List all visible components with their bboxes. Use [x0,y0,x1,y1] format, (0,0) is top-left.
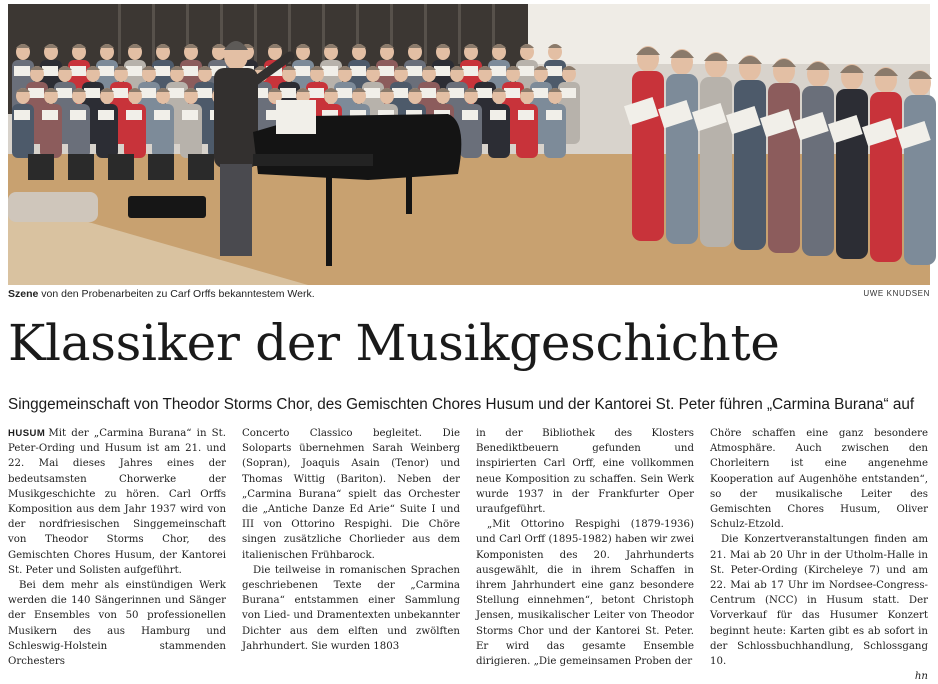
chair [148,154,174,180]
caption-text: von den Probenarbeiten zu Carf Orffs bekanntestem Werk. [38,288,315,300]
article-column-2 [242,426,460,662]
wall-panel [458,4,461,64]
singer-score [546,110,562,120]
singer-score [490,66,506,76]
singer-score [308,88,324,98]
singer-body [700,77,732,247]
singer-score [420,88,436,98]
singer-score [98,66,114,76]
paragraph-text: Mit der „Carmina Burana“ in St. Peter-Ording und Husum ist am 21. und 22. Mai dieses Jahres eines der bedeutsamsten Chorwerke der Musikgeschichte zu hören. Carl Orffs Komposition aus dem Jahr 1937 wird von der nordfriesischen Singgemeinschaft von Theodor Storms Chor, des Gemischten Chores Husum, der Kantorei St. Peter und Solisten aufgeführt. [8,428,226,576]
article-body [8,426,930,683]
paragraph: „Mit Ottorino Respighi (1879-1936) und Carl Orff (1895-1982) haben wir zwei Komponisten des 20. Jahrhunderts ausgewählt, die in ihrem Schaffen in ihrem Jahrhundert eine ganz besondere Stellung einnehmen“, betont Christoph Jensen, musikalischer Leiter von Theodor Storms Chor und der Kantorei St. Peter. Er wird das gesamte Ensemble dirigieren. „Die gemeinsamen Proben der [476,519,694,668]
singer-body [870,92,902,262]
singer-score [56,88,72,98]
paragraph: in der Bibliothek des Klosters Benediktbeuern gefunden und inspirierten Carl Orff, eine vollkommen neue Komposition zu schaffen. Sein Werk wurde 1937 in der Frankfurter Oper uraufgeführt. [476,428,694,516]
dateline: HUSUM [8,428,46,439]
piano-music-stand [276,100,316,134]
singer-score [28,88,44,98]
paragraph [8,426,226,578]
piano-leg [406,174,412,214]
singer-score [350,66,366,76]
singer-body [904,95,936,265]
singer-score [14,110,30,120]
singer-score [140,88,156,98]
chair [188,154,214,180]
singer-score [462,110,478,120]
singer-score [560,88,576,98]
article-column-3 [476,426,694,668]
singer-score [448,88,464,98]
singer-score [434,66,450,76]
author-initials: hn [914,671,928,683]
rehearsal-photo-illustration [8,4,930,285]
singer-score [476,88,492,98]
folded-cloth [8,192,98,222]
singer-score [182,66,198,76]
singer-score [378,66,394,76]
singer-score [336,88,352,98]
wall-panel [118,4,121,64]
paragraph: Die teilweise in romanischen Sprachen geschriebenen Texte der „Carmina Burana“ entstammen einer Sammlung von Lied- und Dramentexten unbekannter Dichter aus dem elften und zwölften Jahrhundert. Sie wurden 1803 [242,564,460,652]
singer-score [84,88,100,98]
singer-score [518,66,534,76]
singer-score [14,66,30,76]
conductor-legs [220,164,252,256]
piano-leg [326,174,332,266]
caption-lead: Szene [8,288,39,300]
wall-panel [254,4,257,64]
singer-score [322,66,338,76]
chair [108,154,134,180]
singer-score [70,110,86,120]
singer-score [280,88,296,98]
singer-body [768,83,800,253]
singer-score [168,88,184,98]
singer-score [42,66,58,76]
subheadline: Singgemeinschaft von Theodor Storms Chor, des Gemischten Chores Husum und der Kantorei St. Peter führen „Carmina Burana“ auf [8,396,915,413]
singer-score [154,110,170,120]
singer-score [406,66,422,76]
wall-panel [424,4,427,64]
photo-credit: UWE KNUDSEN [863,289,930,298]
singer-score [546,66,562,76]
wall-panel [152,4,155,64]
singer-body [802,86,834,256]
paragraph: Chöre schaffen eine ganz besondere Atmosphäre. Auch zwischen den Chorleitern ist eine angenehme Kooperation auf Augenhöhe entstanden“, so der musikalische Leiter des Gemischten Chores Husum, Oliver Schulz-Etzold. [710,428,928,531]
chair [28,154,54,180]
singer-score [518,110,534,120]
singer-body [666,74,698,244]
singer-score [126,66,142,76]
singer-score [532,88,548,98]
paragraph: Concerto Classico begleitet. Die Soloparts übernehmen Sarah Weinberg (Sopran), Joaquis Asain (Tenor) und Thomas Wittig (Bariton). Neben der „Carmina Burana“ spielt das Orchester die „Antiche Danze Ed Arie“ Suite I und III von Ottorino Respighi. Die Chöre singen zusätzliche Chorlieder aus dem italienischen Frühbarock. [242,428,460,561]
singer-body [836,89,868,259]
chair [68,154,94,180]
paragraph: Die Konzertveranstaltungen finden am 21. Mai ab 20 Uhr in der Utholm-Halle in St. Peter-Ording (Kircheleye 7) und am 22. Mai ab 17 Uhr im Nordsee-Congress-Centrum (NCC) in Husum statt. Der Vorverkauf für das Husumer Konzert beginnt heute: Karten gibt es ab sofort in der Schlossbuchhandlung, Schlossgang 10. [710,534,928,668]
rehearsal-photo [8,4,930,285]
singer-score [112,88,128,98]
singer-score [504,88,520,98]
singer-score [294,66,310,76]
article-column-1 [8,426,226,668]
headline: Klassiker der Musikgeschichte [8,314,780,372]
singer-body [734,80,766,250]
singer-score [182,110,198,120]
singer-score [98,110,114,120]
window-wall [528,4,930,64]
singer-score [392,88,408,98]
photo-caption [8,288,930,302]
article-column-4 [710,426,928,683]
singer-body [632,71,664,241]
piano-keys [253,154,373,166]
singer-score [364,88,380,98]
singer-score [196,88,212,98]
singer-score [490,110,506,120]
paragraph: Bei dem mehr als einstündigen Werk werden die 140 Sängerinnen und Sänger der Ensembles von 50 professionellen Musikern des aus Hamburg und Schleswig-Holstein stammenden Orchesters [8,580,226,668]
singer-score [42,110,58,120]
singer-score [154,66,170,76]
piano-bench [128,196,206,218]
singer-score [462,66,478,76]
singer-score [70,66,86,76]
singer-score [126,110,142,120]
